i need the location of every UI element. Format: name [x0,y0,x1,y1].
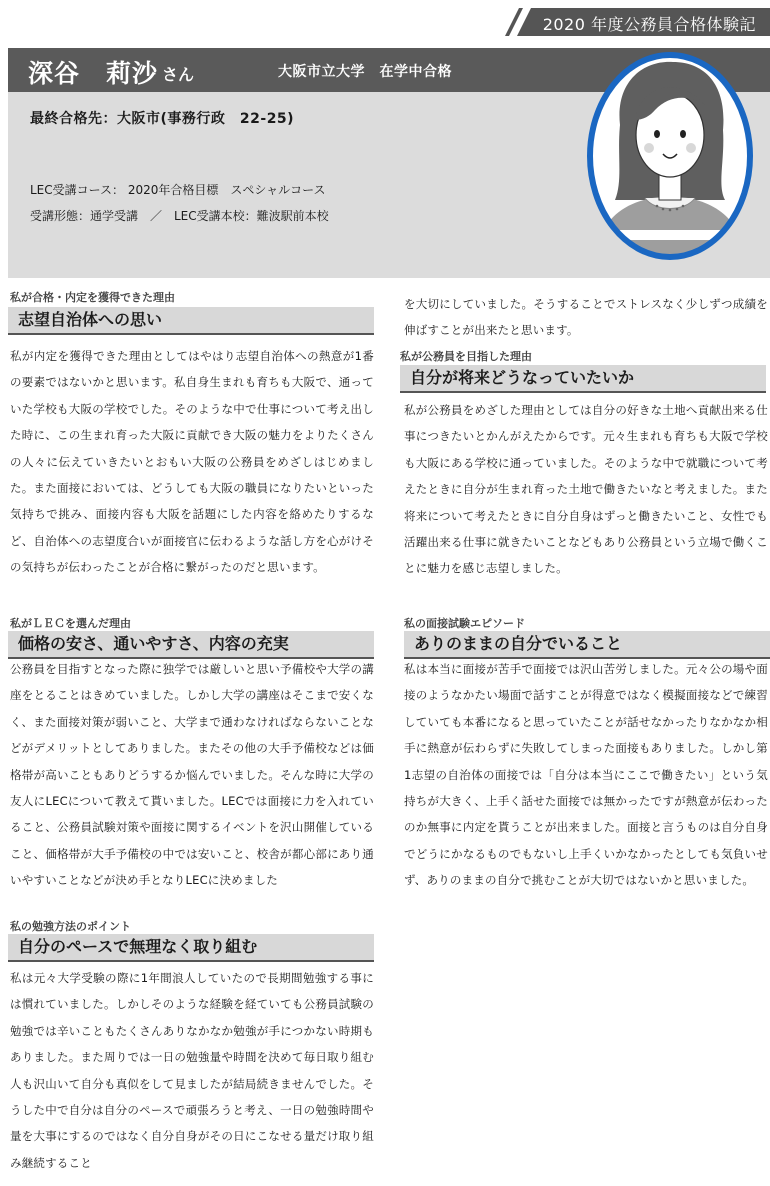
person-name: 深谷 莉沙 [28,59,159,88]
final-pass-destination: 最終合格先：大阪市(事務行政 22-25) [30,111,295,127]
section-label-lec: 私がＬＥＣを選んだ理由 [10,617,131,630]
school-status: 大阪市立大学 在学中合格 [278,64,452,80]
section-body-lec: 公務員を目指すとなった際に独学では厳しいと思い予備校や大学の講座をとることはきめていました。しかし大学の講座はそこまで安くなく、また面接対策が弱いこと、大学まで通わなければならないことなどがデメリットとしてありました。またその他の大手予備校などは価格帯が高いこともありどうするか悩んでいました。そんな時に大学の友人にLECについて教えて貰いました。LECでは面接に力を入れていること、公務員試験対策や面接に関するイベントを沢山開催していること、価格帯が大手予備校の中では安いこと、校舎が都心部にあり通いやすいことなどが決め手となりLECに決めました [10,662,374,888]
section-body-future: 私が公務員をめざした理由としては自分の好きな土地へ貢献出来る仕事につきたいとかんがえたからです。元々生まれも育ちも大阪で学校も大阪にある学校に通っていました。そのような中で就職について考えたときに自分が生まれ育った土地で働きたいなと考えました。また将来について考えたときに自分自身はずっと働きたいこと、女性でも活躍出来る仕事に就きたいことなどもあり公務員という立場で働くことに魅力を感じ志望しました。 [404,403,768,576]
section-heading-interview: ありのままの自分でいること [404,631,770,659]
section-label-future: 私が公務員を目指した理由 [400,350,532,363]
section-label-study: 私の勉強方法のポイント [10,920,131,933]
section-heading-future: 自分が将来どうなっていたいか [400,365,766,393]
section-body-reason: 私が内定を獲得できた理由としてはやはり志望自治体への熱意が1番の要素ではないかと思います。私自身生まれも育ちも大阪で、通っていた学校も大阪の学校でした。そのような中で仕事について考え出した時に、この生まれ育った大阪に貢献でき大阪の魅力をよりたくさんの人々に伝えていきたいとおもい大阪の公務員をめざしはじめました。また面接においては、どうしても大阪の職員になりたいといった気持ちで挑み、面接内容も大阪を話題にした内容を絡めたりするなど、自治体への志望度合いが面接官に伝わるような話し方を心がけその気持ちが伝わったことが合格に繋がったのだと思います。 [10,349,374,575]
section-body-study-continued: を大切にしていました。そうすることでストレスなく少しずつ成績を伸ばすことが出来たと思います。 [404,297,768,338]
lec-course: LEC受講コース： 2020年合格目標 スペシャルコース [30,183,326,197]
section-body-study: 私は元々大学受験の際に1年間浪人していたので長期間勉強する事には慣れていました。しかしそのような経験を経ていても公務員試験の勉強では辛いこともたくさんありなかなか勉強が手につかない時期もありました。また周りでは一日の勉強量や時間を決めて毎日取り組む人も沢山いて自分も真似をして見ましたが結局続きませんでした。そうした中で自分は自分のペースで頑張ろうと考え、一日の勉強時間や量を大事にするのではなく自分自身がその日にこなせる量だけ取り組み継続すること [10,971,374,1170]
section-heading-reason: 志望自治体への思い [8,307,374,335]
section-body-interview: 私は本当に面接が苦手で面接では沢山苦労しました。元々公の場や面接のようなかたい場面で話すことが得意ではなく模擬面接などで練習していても本番になると思っていたことが話せなかったりなかなか相手に熱意が伝わらずに失敗してしまった面接もありました。しかし第1志望の自治体の面接では「自分は本当にここで働きたい」という気持ちが大きく、上手く話せた面接では無かったですが熱意が伝わったのか無事に内定を貰うことが出来ました。面接と言うものは自分自身でどうにかなるものでもないし上手くいかなかったとしても気負いせず、ありのままの自分で挑むことが大切ではないかと思いました。 [404,662,768,888]
section-label-interview: 私の面接試験エピソード [404,617,525,630]
banner-text: 2020 年度公務員合格体験記 [542,15,756,34]
section-heading-study: 自分のペースで無理なく取り組む [8,934,374,962]
section-label-reason: 私が合格・内定を獲得できた理由 [10,291,175,304]
attendance-info: 受講形態：通学受講 ／ LEC受講本校：難波駅前本校 [30,209,329,223]
honorific: さん [162,65,195,84]
year-banner [495,8,770,36]
section-heading-lec: 価格の安さ、通いやすさ、内容の充実 [8,631,374,659]
person-illustration-icon [585,50,755,266]
